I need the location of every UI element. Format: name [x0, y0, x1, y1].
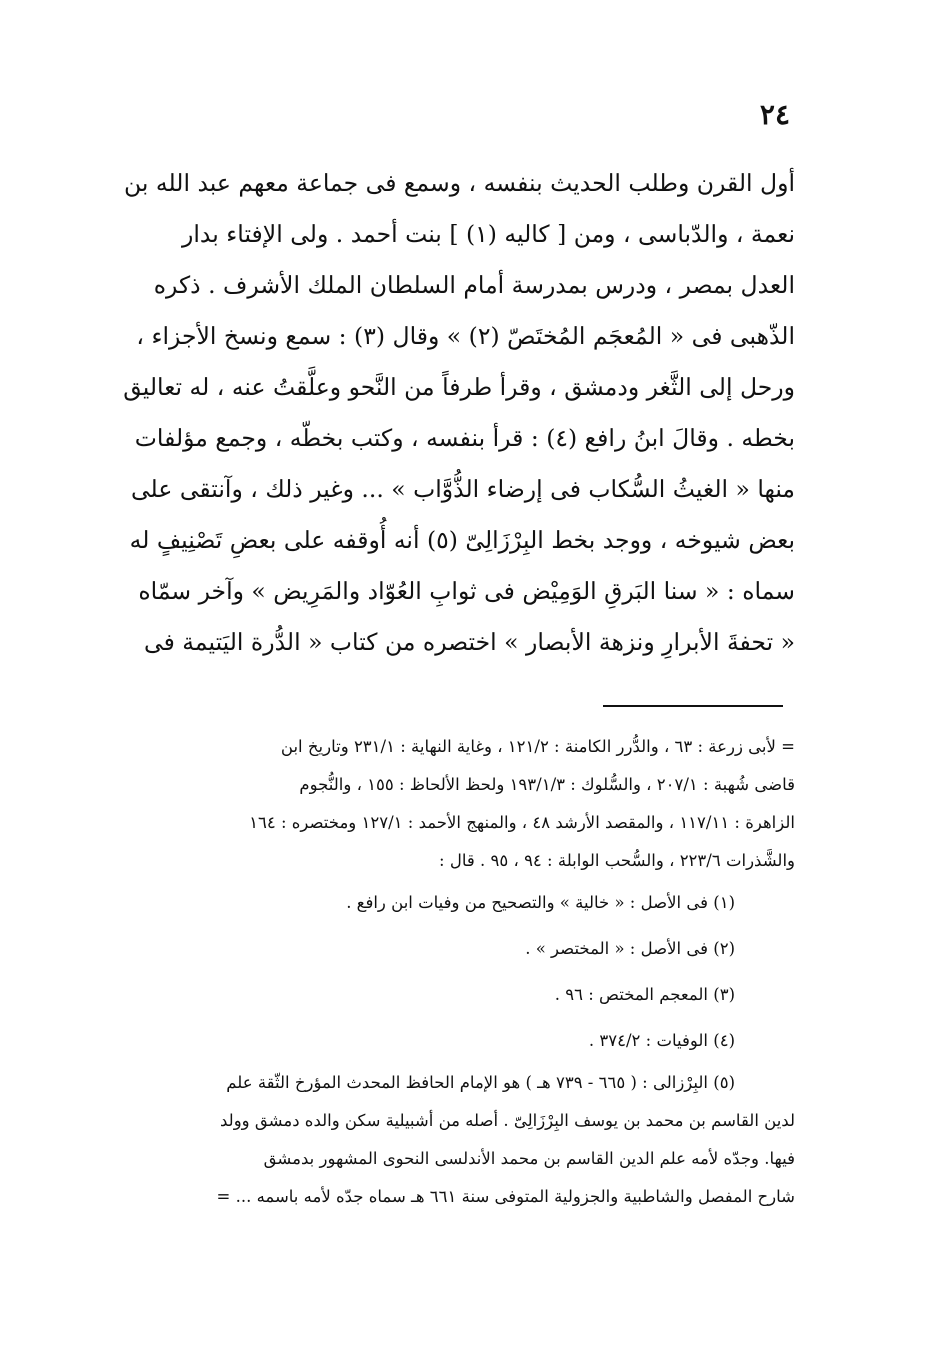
body-line: العدل بمصر ، ودرس بمدرسة أمام السلطان الملك الأشرف . ذكره [153, 271, 795, 299]
main-text-block [100, 158, 795, 668]
footnote-2: (٢) فى الأصل : « المختصر » . [525, 939, 735, 958]
body-line: أول القرن وطلب الحديث بنفسه ، وسمع فى جماعة معهم عبد الله بن [124, 169, 795, 197]
footnote-5-line: لدين القاسم بن محمد بن يوسف البِرْزَالِىّ . أصله من أشبيلية سكن والده دمشق وولد [220, 1111, 795, 1130]
body-line: الذّهبى فى « المُعجَم المُختَصّ (٢) » وقال (٣) : سمع ونسخ الأجزاء ، [136, 322, 795, 350]
footnote-4: (٤) الوفيات : ٣٧٤/٢ . [588, 1031, 735, 1050]
footnote-continuation-line: قاضى شُهبة : ٢٠٧/١ ، والسُّلوك : ١٩٣/١/٣ ولحظ الألحاظ : ١٥٥ ، والنُّجوم [299, 775, 795, 794]
footnote-1: (١) فى الأصل : « خالية » والتصحيح من وفيات ابن رافع . [346, 893, 735, 912]
footnote-divider [603, 705, 783, 707]
footnote-continuation-line: = لأبى زرعة : ٦٣ ، والدُّرر الكامنة : ١٢١/٢ ، وغاية النهاية : ٢٣١/١ وتاريخ ابن [280, 737, 795, 756]
footnote-3: (٣) المعجم المختص : ٩٦ . [554, 985, 735, 1004]
body-line: سماه : « سنا البَرقِ الوَمِيْض فى ثوابِ العُوّاد والمَرِيض » وآخر سمّاه [138, 577, 795, 605]
body-line: منها « الغيثُ السُّكاب فى إرضاء الذُّوَّاب » ... وغير ذلك ، وآنتقى على [130, 475, 795, 503]
body-line: بعض شيوخه ، ووجد بخط البِرْزَالِىّ (٥) أنه أُوقفه على بعضِ تَصْنِيفٍ له [129, 526, 795, 554]
footnote-continuation-line: الزاهرة : ١١٧/١١ ، والمقصد الأرشد ٤٨ ، والمنهج الأحمد : ١٢٧/١ ومختصره : ١٦٤ [249, 813, 795, 832]
footnote-5-line: فيها. وجدّه لأمه علم الدين القاسم بن محمد الأندلسى النحوى المشهور بدمشق [263, 1149, 795, 1168]
body-line: نعمة ، والدّباسى ، ومن [ كاليه (١) ] بنت أحمد . ولى الإفتاء بدار [182, 220, 795, 248]
body-line: ورحل إلى الثَّغر ودمشق ، وقرأ طرفاً من النَّحو وعلَّقتُ عنه ، له تعاليق [123, 373, 795, 401]
page-number: ٢٤ [759, 98, 790, 131]
footnotes-block [100, 728, 795, 1216]
body-line: « تحفةَ الأبرارِ ونزهة الأبصار » اختصره من كتاب « الدُّرة اليَتيمة فى [144, 628, 795, 656]
body-line: بخطه . وقالَ ابنُ رافع (٤) : قرأ بنفسه ، وكتب بخطّه ، وجمع مؤلفات [134, 424, 795, 452]
footnote-5-line: شارح المفصل والشاطبية والجزولية المتوفى سنة ٦٦١ هـ سماه جدّه لأمه باسمه ... = [216, 1187, 795, 1206]
footnote-continuation-line: والشَّذرات ٢٢٣/٦ ، والسُّحب الوابلة : ٩٤ ، ٩٥ . قال : [439, 851, 795, 870]
footnote-5-line: (٥) البِرْزالى : ( ٦٦٥ - ٧٣٩ هـ ) هو الإمام الحافظ المحدث المؤرخ الثّقة علم [226, 1073, 735, 1092]
